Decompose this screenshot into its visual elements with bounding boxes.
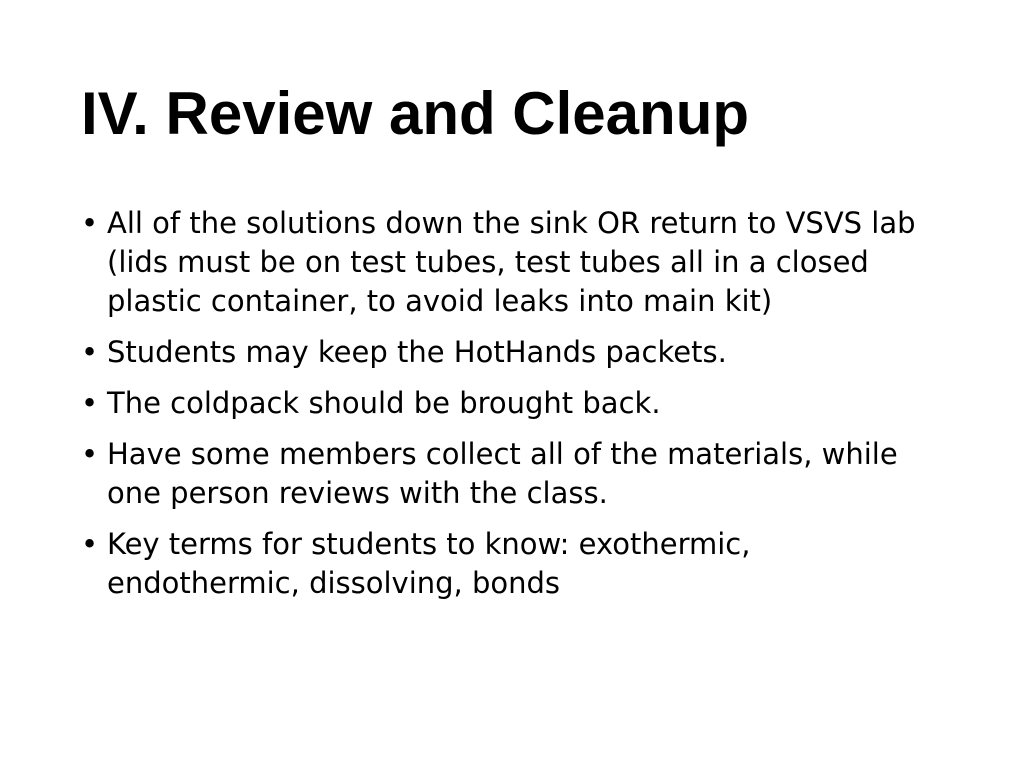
bullet-point: • — [81, 527, 99, 561]
bullet-point: • — [81, 206, 99, 240]
bullet-point: • — [81, 386, 99, 420]
bullet-text: Key terms for students to know: exothermic, endothermic, dissolving, bonds — [107, 527, 751, 600]
bullet-item — [81, 333, 941, 372]
bullet-text: The coldpack should be brought back. — [107, 386, 661, 420]
bullet-list — [81, 204, 941, 615]
bullet-text: Have some members collect all of the materials, while one person reviews with the class. — [107, 437, 898, 510]
bullet-item — [81, 435, 941, 513]
slide-title: IV. Review and Cleanup — [81, 80, 749, 147]
bullet-item — [81, 525, 941, 603]
bullet-text: All of the solutions down the sink OR return to VSVS lab (lids must be on test tubes, test tubes all in a closed plastic container, to avoid leaks into main kit) — [107, 206, 916, 318]
bullet-text: Students may keep the HotHands packets. — [107, 335, 727, 369]
bullet-point: • — [81, 335, 99, 369]
bullet-item — [81, 204, 941, 321]
bullet-point: • — [81, 437, 99, 471]
bullet-item — [81, 384, 941, 423]
